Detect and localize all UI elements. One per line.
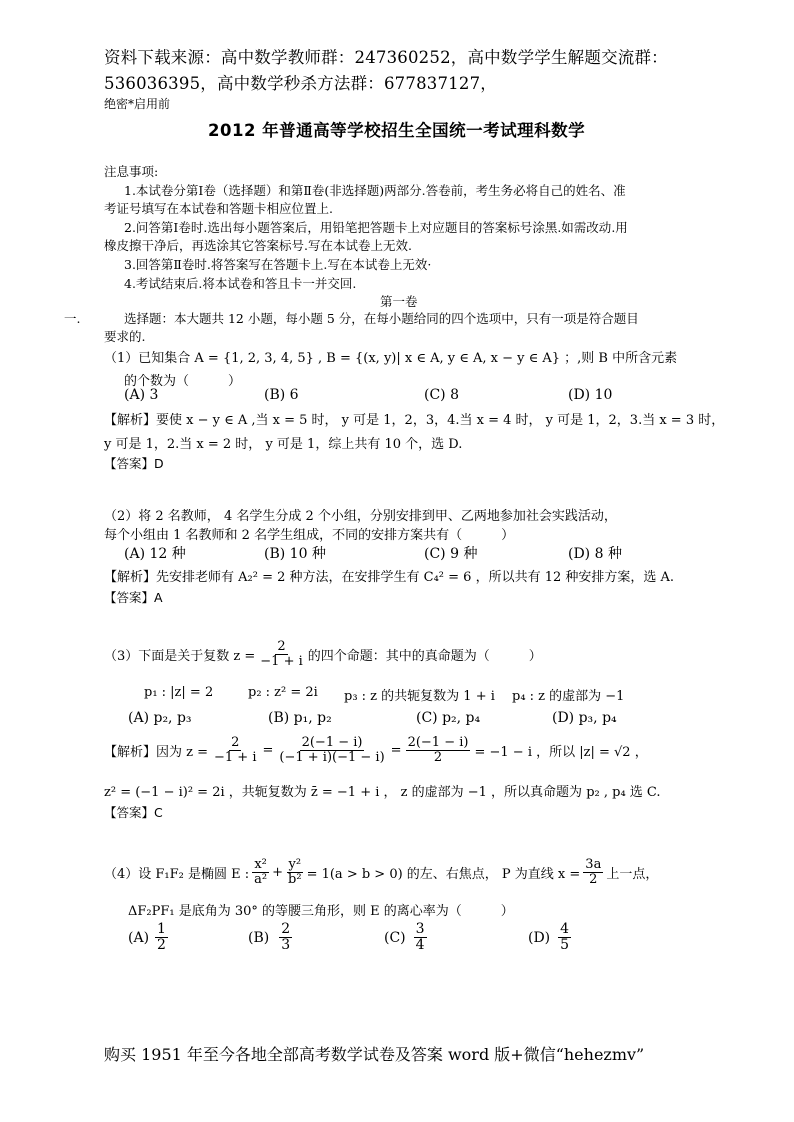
fraction-denominator: 4 [415, 937, 425, 954]
q3-stem-pre: （3）下面是关于复数 z = [104, 649, 256, 665]
part-heading: 第一卷 [380, 294, 418, 309]
q1-analysis: 【解析】要使 x − y ∈ A ,当 x = 5 时， y 可是 1，2，3，4.当 x = 4 时， y 可是 1，2，3.当 x = 3 时， [104, 413, 725, 428]
plus-sign: + [272, 865, 284, 881]
fraction-numerator: 3 [415, 921, 425, 937]
option-fraction [155, 922, 168, 954]
q2-analysis: 【解析】先安排老师有 A₂² = 2 种方法，在安排学生有 C₄² = 6 ，所以共有 12 种安排方案，选 A. [104, 570, 675, 585]
q4-stem: ΔF₂PF₁ 是底角为 30° 的等腰三角形，则 E 的离心率为（ ） [128, 904, 514, 919]
notice-heading: 注息事项: [104, 164, 159, 179]
fraction-numerator: 2 [277, 639, 286, 654]
notice-item: 3.回答第Ⅱ卷时.将答案写在答题卡上.写在本试卷上无效· [124, 257, 432, 272]
q3-analysis-fraction [277, 736, 386, 766]
q3-fraction [258, 640, 304, 670]
q2-option-d: (D) 8 种 [568, 546, 622, 562]
q1-option-a: (A) 3 [124, 387, 159, 403]
confidential-mark: 绝密*启用前 [104, 97, 171, 111]
fraction-denominator: 3 [281, 937, 291, 954]
exam-title: 2012 年普通高等学校招生全国统一考试理科数学 [208, 121, 586, 140]
q3-analysis-post: = −1 − i ，所以 |z| = √2 ， [474, 745, 648, 761]
q4-stem [104, 858, 658, 888]
q3-option-b: (B) p₁, p₂ [268, 710, 332, 726]
q3-answer: 【答案】C [104, 805, 163, 820]
option-fraction [414, 922, 427, 954]
q3-analysis [104, 736, 648, 766]
option-label: (D) [528, 929, 551, 946]
q4-option-b [248, 922, 292, 954]
footer-note: 购买 1951 年至今各地全部高考数学试卷及答案 word 版+微信“hehezmv” [104, 1045, 645, 1064]
q3-analysis-fraction [212, 736, 258, 766]
q4-stem-post: 上一点， [606, 867, 659, 883]
q4-fraction [583, 858, 603, 888]
q3-option-a: (A) p₂, p₃ [128, 710, 192, 726]
fraction-numerator: 1 [157, 921, 166, 937]
fraction-numerator: x² [254, 857, 267, 872]
q1-analysis: y 可是 1，2.当 x = 2 时， y 可是 1，综上共有 10 个，选 D. [104, 437, 463, 452]
notice-item: 1.本试卷分第Ⅰ卷（选择题）和第Ⅱ卷(非选择题)两部分.答卷前，考生务必将自己的姓名、准 [124, 183, 626, 198]
fraction-denominator: 2 [433, 750, 443, 766]
q3-stem [104, 640, 542, 670]
q3-stem-post: 的四个命题：其中的真命题为（ ） [307, 649, 542, 665]
q3-analysis-pre: 【解析】因为 z = [104, 745, 209, 761]
q4-stem-mid: = 1(a > b > 0) 的左、右焦点， P 为直线 x = [306, 867, 581, 883]
q4-fraction [286, 858, 304, 888]
q4-option-c [384, 922, 427, 954]
q1-answer: 【答案】D [104, 456, 164, 471]
option-label: (B) [248, 929, 270, 946]
option-fraction [558, 922, 571, 954]
q3-prop-2: p₂ : z² = 2i [248, 685, 318, 700]
fraction-numerator: 2(−1 − i) [301, 735, 363, 750]
section-number: 一. [64, 311, 81, 326]
fraction-numerator: 2 [281, 921, 291, 937]
q2-answer: 【答案】A [104, 590, 163, 605]
q3-analysis-fraction [406, 736, 471, 766]
q2-option-a: (A) 12 种 [124, 546, 186, 562]
q3-prop-3: p₃ : z 的共轭复数为 1 + i [344, 689, 495, 704]
q2-option-c: (C) 9 种 [424, 546, 478, 562]
equals-sign: = [390, 743, 402, 759]
q1-stem: 的个数为（ ） [124, 374, 242, 389]
q3-prop-4: p₄ : z 的虚部为 −1 [512, 689, 625, 704]
section-intro: 要求的. [104, 329, 146, 344]
fraction-numerator: 4 [560, 921, 570, 937]
fraction-denominator: (−1 + i)(−1 − i) [279, 750, 385, 766]
fraction-denominator: a² [254, 872, 268, 888]
fraction-numerator: 3a [585, 857, 602, 872]
notice-item: 4.考试结束后.将本试卷和答且卡一并交回. [124, 276, 357, 291]
option-label: (A) [128, 929, 150, 946]
q4-option-a [128, 922, 168, 954]
fraction-numerator: 2(−1 − i) [407, 735, 469, 750]
q4-stem-pre: （4）设 F₁F₂ 是椭圆 E : [104, 867, 250, 883]
fraction-denominator: −1 + i [260, 654, 303, 670]
equals-sign: = [262, 743, 274, 759]
q3-analysis: z² = (−1 − i)² = 2i ，共轭复数为 z̄ = −1 + i ， z 的虚部为 −1 ，所以真命题为 p₂ , p₄ 选 C. [104, 785, 661, 800]
fraction-denominator: −1 + i [214, 750, 257, 766]
notice-item: 考证号填写在本试卷和答题卡相应位置上. [104, 201, 333, 216]
q1-stem: （1）已知集合 A = {1, 2, 3, 4, 5} , B = {(x, y)| x ∈ A, y ∈ A, x − y ∈ A} ；,则 B 中所含元素 [104, 351, 678, 366]
section-intro: 选择题：本大题共 12 小题，每小题 5 分，在每小题给同的四个选项中，只有一项是符合题目 [124, 311, 639, 326]
q3-prop-1: p₁ : |z| = 2 [144, 685, 214, 700]
q1-option-b: (B) 6 [264, 387, 299, 403]
fraction-denominator: 5 [560, 937, 570, 954]
notice-item: 2.问答第Ⅰ卷时.选出每小题答案后，用铅笔把答题卡上对应题目的答案标号涂黑.如需改动.用 [124, 220, 628, 235]
q3-option-d: (D) p₃, p₄ [552, 710, 617, 726]
fraction-denominator: b² [288, 872, 302, 888]
header-line-2: 536036395，高中数学秒杀方法群：677837127， [104, 74, 497, 93]
q4-fraction [252, 858, 269, 888]
fraction-numerator: y² [288, 857, 302, 872]
option-fraction [279, 922, 292, 954]
header-line-1: 资料下载来源：高中数学教师群：247360252，高中数学学生解题交流群： [104, 48, 668, 67]
q3-option-c: (C) p₂, p₄ [416, 710, 481, 726]
fraction-denominator: 2 [589, 872, 598, 888]
option-label: (C) [384, 929, 406, 946]
q2-option-b: (B) 10 种 [264, 546, 326, 562]
q2-stem: （2）将 2 名教师， 4 名学生分成 2 个小组，分别安排到甲、乙两地参加社会实践活动， [104, 509, 617, 524]
notice-item: 橡皮擦干净后，再选涂其它答案标号.写在本试卷上无效. [104, 238, 412, 253]
q4-option-d [528, 922, 571, 954]
fraction-denominator: 2 [157, 937, 166, 954]
q2-stem: 每个小组由 1 名教师和 2 名学生组成，不同的安排方案共有（ ） [104, 528, 515, 543]
fraction-numerator: 2 [231, 735, 240, 750]
q1-option-d: (D) 10 [568, 387, 613, 403]
q1-option-c: (C) 8 [424, 387, 459, 403]
